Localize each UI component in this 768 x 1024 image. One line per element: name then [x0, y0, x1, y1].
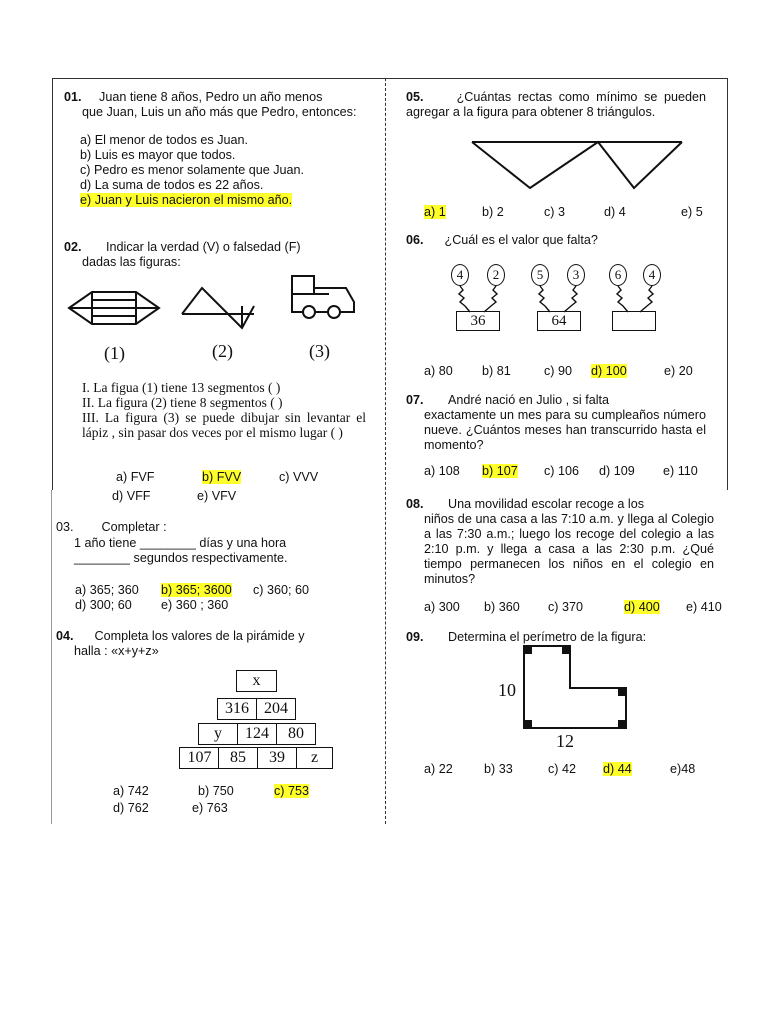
figure-2-zigzag: [182, 288, 254, 328]
q04-option-a: a) 742: [113, 784, 149, 798]
figure-1-crystal: [69, 292, 159, 324]
q03-option-c: c) 360; 60: [253, 583, 310, 597]
question-text: André nació en Julio , si falta: [448, 393, 610, 407]
pyramid-cell: 107: [179, 747, 220, 769]
side-label-10: 10: [498, 680, 516, 700]
q05-triangles-figure: [470, 140, 710, 192]
q01-option: [80, 193, 366, 208]
q05-option-a: a) 1: [424, 205, 446, 219]
missing-value-box: [612, 311, 656, 331]
pyramid-cell: y: [198, 723, 238, 745]
q02-option-e: e) VFV: [197, 489, 237, 503]
q09-option-a: a) 22: [424, 762, 453, 776]
question-text-cont: dadas las figuras:: [82, 255, 181, 269]
question-number: 02.: [64, 240, 82, 254]
pyramid-cell: 204: [256, 698, 296, 720]
question-text-cont: niños de una casa a las 7:10 a.m. y llega al Colegio a las 7:30 a.m.; luego los recoge del colegio a las 2:10 p.m. y llega a casa a las 2:30 p.m. ¿Qué tiempo permanecen los niños en el colegio en minutos?: [424, 512, 714, 586]
question-08: [406, 497, 714, 587]
question-number: 01.: [64, 90, 82, 104]
question-text: Completa los valores de la pirámide y: [94, 629, 305, 643]
pyramid-cell: z: [296, 747, 333, 769]
q08-option-e: e) 410: [686, 600, 722, 614]
q09-option-b: b) 33: [484, 762, 513, 776]
left-column-border: [52, 78, 53, 490]
q06-balloon-strings: [440, 284, 670, 314]
balloon: 5: [531, 264, 549, 286]
q02-option-b: b) FVV: [202, 470, 242, 484]
roman-numeral: III.: [82, 410, 99, 425]
option-text: c) Pedro es menor solamente que Juan.: [80, 163, 305, 177]
pyramid-cell: 85: [218, 747, 258, 769]
question-line: ________ segundos respectivamente.: [74, 551, 288, 565]
options-list: [64, 133, 366, 208]
question-number: 09.: [406, 630, 424, 644]
question-text-cont: halla : «x+y+z»: [74, 644, 159, 658]
question-02: [64, 240, 366, 270]
q02-option-c: c) VVV: [279, 470, 319, 484]
q05-option-d: d) 4: [604, 205, 626, 219]
q01-option: [80, 133, 366, 148]
balloon: 4: [643, 264, 661, 286]
q07-option-c: c) 106: [544, 464, 580, 478]
question-09: [406, 630, 706, 645]
value-box: 36: [456, 311, 500, 331]
statement-text: La figura (3) se puede dibujar sin levantar el lápiz , sin pasar dos veces por el mismo lugar ( ): [82, 410, 367, 440]
q06-option-a: a) 80: [424, 364, 453, 378]
question-05: [406, 90, 706, 120]
q09-l-shape-figure: [520, 644, 632, 730]
q09-option-d: d) 44: [603, 762, 632, 776]
question-03: [56, 520, 364, 566]
statement-text: La figura (2) tiene 8 segmentos ( ): [97, 395, 283, 410]
q03-option-b: b) 365; 3600: [161, 583, 232, 597]
question-line: 1 año tiene ________ días y una hora: [74, 536, 287, 550]
question-06: [406, 233, 706, 248]
question-number: 08.: [406, 497, 424, 511]
q01-option: [80, 163, 366, 178]
figure-3-truck: [292, 276, 354, 318]
question-number: 03.: [56, 520, 74, 534]
q02-option-d: d) VFF: [112, 489, 151, 503]
q07-option-e: e) 110: [663, 464, 698, 478]
figure-label-3: (3): [309, 341, 330, 361]
figure-label-1: (1): [104, 343, 125, 363]
q03-option-e: e) 360 ; 360: [161, 598, 229, 612]
q08-option-c: c) 370: [548, 600, 584, 614]
question-text-cont: exactamente un mes para su cumpleaños número nueve. ¿Cuántos meses han transcurrido hasta el momento?: [424, 408, 706, 452]
column-divider: [385, 78, 386, 824]
option-text: a) El menor de todos es Juan.: [80, 133, 249, 147]
pyramid-cell: x: [236, 670, 277, 692]
q04-option-d: d) 762: [113, 801, 149, 815]
q05-option-b: b) 2: [482, 205, 504, 219]
roman-numeral: I.: [82, 380, 90, 395]
q05-option-e: e) 5: [681, 205, 703, 219]
q09-option-c: c) 42: [548, 762, 576, 776]
question-number: 06.: [406, 233, 424, 247]
balloon: 6: [609, 264, 627, 286]
figure-label-2: (2): [212, 341, 233, 361]
balloon: 2: [487, 264, 505, 286]
question-number: 07.: [406, 393, 424, 407]
q09-option-e: e)48: [670, 762, 696, 776]
question-text: ¿Cuál es el valor que falta?: [444, 233, 598, 247]
q03-option-a: a) 365; 360: [75, 583, 139, 597]
q06-option-b: b) 81: [482, 364, 511, 378]
question-number: 05.: [406, 90, 424, 104]
question-text-cont: que Juan, Luis un año más que Pedro, entonces:: [82, 105, 357, 119]
question-text: Determina el perímetro de la figura:: [448, 630, 647, 644]
left-edge-lower: [51, 490, 52, 824]
question-text: Indicar la verdad (V) o falsedad (F): [106, 240, 301, 254]
q02-statements: [82, 380, 366, 440]
value-box: 64: [537, 311, 581, 331]
option-text: b) Luis es mayor que todos.: [80, 148, 236, 162]
pyramid-cell: 316: [217, 698, 257, 720]
question-07: [406, 393, 706, 453]
q01-option: [80, 178, 366, 193]
q04-option-b: b) 750: [198, 784, 234, 798]
option-text: d) La suma de todos es 22 años.: [80, 178, 264, 192]
q05-option-c: c) 3: [544, 205, 565, 219]
top-border: [52, 78, 728, 79]
question-04: [56, 629, 364, 659]
roman-numeral: II.: [82, 395, 95, 410]
pyramid-cell: 80: [276, 723, 316, 745]
pyramid-cell: 39: [257, 747, 297, 769]
balloon: 4: [451, 264, 469, 286]
q07-option-b: b) 107: [482, 464, 518, 478]
bottom-label-12: 12: [556, 731, 574, 751]
q06-option-e: e) 20: [664, 364, 693, 378]
q08-option-d: d) 400: [624, 600, 660, 614]
q08-option-b: b) 360: [484, 600, 520, 614]
q06-option-d: d) 100: [591, 364, 627, 378]
question-text: ¿Cuántas rectas como mínimo se pueden agregar a la figura para obtener 8 triángulos.: [406, 90, 706, 119]
q04-option-e: e) 763: [192, 801, 228, 815]
q07-option-d: d) 109: [599, 464, 635, 478]
q07-option-a: a) 108: [424, 464, 460, 478]
statement-text: La figua (1) tiene 13 segmentos ( ): [93, 380, 281, 395]
question-title: Completar :: [101, 520, 167, 534]
pyramid-cell: 124: [237, 723, 277, 745]
q04-option-c: c) 753: [274, 784, 310, 798]
q01-option: [80, 148, 366, 163]
question-number: 04.: [56, 629, 74, 643]
q02-option-a: a) FVF: [116, 470, 155, 484]
question-text: Una movilidad escolar recoge a los: [448, 497, 645, 511]
question-text: Juan tiene 8 años, Pedro un año menos: [99, 90, 323, 104]
q08-option-a: a) 300: [424, 600, 460, 614]
balloon: 3: [567, 264, 585, 286]
option-text: e) Juan y Luis nacieron el mismo año.: [80, 193, 293, 207]
right-column-border: [727, 78, 728, 490]
q03-option-d: d) 300; 60: [75, 598, 132, 612]
question-01: [64, 90, 366, 208]
q06-option-c: c) 90: [544, 364, 572, 378]
